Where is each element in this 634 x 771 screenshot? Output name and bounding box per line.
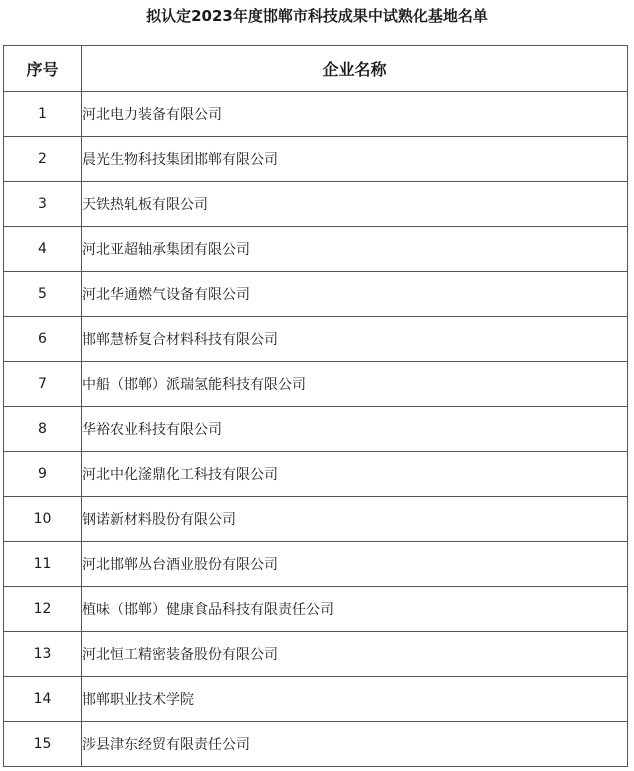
header-company-name: 企业名称	[82, 46, 628, 92]
table-row	[4, 272, 628, 317]
company-name-cell: 邯郸职业技术学院	[82, 677, 628, 722]
table-row	[4, 407, 628, 452]
serial-number-cell: 8	[4, 407, 82, 452]
company-name-cell: 天铁热轧板有限公司	[82, 182, 628, 227]
company-name-cell: 河北恒工精密装备股份有限公司	[82, 632, 628, 677]
company-list-table	[3, 45, 628, 767]
serial-number-cell: 2	[4, 137, 82, 182]
table-row	[4, 362, 628, 407]
serial-number-cell: 3	[4, 182, 82, 227]
table-row	[4, 587, 628, 632]
table-row	[4, 92, 628, 137]
table-row	[4, 542, 628, 587]
company-name-cell: 河北邯郸丛台酒业股份有限公司	[82, 542, 628, 587]
serial-number-cell: 5	[4, 272, 82, 317]
company-name-cell: 涉县津东经贸有限责任公司	[82, 722, 628, 767]
document-title: 拟认定2023年度邯郸市科技成果中试熟化基地名单	[146, 7, 488, 25]
company-name-cell: 河北亚超轴承集团有限公司	[82, 227, 628, 272]
company-name-cell: 邯郸慧桥复合材料科技有限公司	[82, 317, 628, 362]
company-name-cell: 河北华通燃气设备有限公司	[82, 272, 628, 317]
table-row	[4, 452, 628, 497]
table-row	[4, 182, 628, 227]
company-name-cell: 钢诺新材料股份有限公司	[82, 497, 628, 542]
serial-number-cell: 7	[4, 362, 82, 407]
company-name-cell: 晨光生物科技集团邯郸有限公司	[82, 137, 628, 182]
serial-number-cell: 11	[4, 542, 82, 587]
company-name-cell: 中船（邯郸）派瑞氢能科技有限公司	[82, 362, 628, 407]
serial-number-cell: 12	[4, 587, 82, 632]
serial-number-cell: 10	[4, 497, 82, 542]
serial-number-cell: 4	[4, 227, 82, 272]
table-row	[4, 677, 628, 722]
table-row	[4, 317, 628, 362]
company-name-cell: 华裕农业科技有限公司	[82, 407, 628, 452]
serial-number-cell: 15	[4, 722, 82, 767]
table-row	[4, 227, 628, 272]
company-name-cell: 河北电力装备有限公司	[82, 92, 628, 137]
table-row	[4, 632, 628, 677]
serial-number-cell: 9	[4, 452, 82, 497]
serial-number-cell: 14	[4, 677, 82, 722]
serial-number-cell: 6	[4, 317, 82, 362]
serial-number-cell: 1	[4, 92, 82, 137]
company-name-cell: 河北中化滏鼎化工科技有限公司	[82, 452, 628, 497]
serial-number-cell: 13	[4, 632, 82, 677]
table-row	[4, 497, 628, 542]
company-name-cell: 植味（邯郸）健康食品科技有限责任公司	[82, 587, 628, 632]
table-header-row	[4, 46, 628, 92]
table-row	[4, 137, 628, 182]
header-serial-number: 序号	[4, 46, 82, 92]
table-row	[4, 722, 628, 767]
